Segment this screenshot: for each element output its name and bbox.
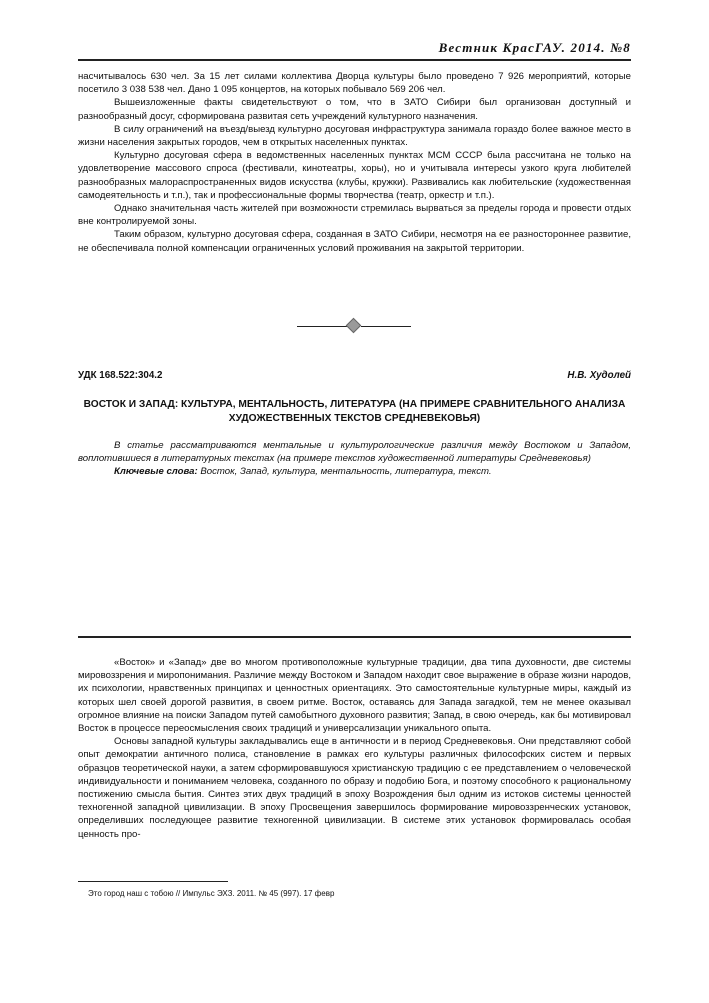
divider-line-left bbox=[297, 326, 347, 327]
footnote-rule bbox=[78, 881, 228, 882]
section-divider bbox=[297, 320, 411, 332]
keywords-label: Ключевые слова: bbox=[114, 466, 198, 478]
header-rule bbox=[78, 59, 631, 61]
udk-code: УДК 168.522:304.2 bbox=[78, 370, 163, 381]
keywords-list: Восток, Запад, культура, ментальность, литература, текст. bbox=[197, 466, 492, 478]
divider-line-right bbox=[361, 326, 411, 327]
article-abstract bbox=[78, 439, 631, 479]
paragraph: В силу ограничений на въезд/выезд культурно досуговая инфраструктура занимала гораздо более важное место в жизни населения закрытых городов, чем в открытых населенных пунктах. bbox=[78, 123, 631, 149]
paragraph: Таким образом, культурно досуговая сфера, созданная в ЗАТО Сибири, несмотря на ее разностороннее развитие, не обеспечивала полной компенсации ограниченных условий проживания на закрытой территории. bbox=[78, 229, 631, 254]
paragraph: «Восток» и «Запад» две во многом противоположные культурные традиции, два типа духовности, две системы мировоззрения и миропонимания. Различие между Востоком и Западом находит свое выражение в образе жизни народов, их психологии, нравственных принципах и ценностных ориентациях. Это самостоятельные культурные миры, каждый из которых шел своей дорогой развития, в своем ритме. Восток, оставаясь для Запада загадкой, тем не менее оказывал огромное влияние на поиски Западом путей самобытного духовного развития; Запад, в свою очередь, как бы мотивировал Восток в процессе переосмысления своих традиций и универсализации уникального опыта. bbox=[78, 657, 631, 735]
diamond-ornament-icon bbox=[346, 318, 362, 334]
paragraph: насчитывалось 630 чел. За 15 лет силами коллектива Дворца культуры было проведено 7 926 мероприятий, которые посетило 3 038 538 чел. Дано 1 095 концертов, на которых побывало 569 206 чел. bbox=[78, 71, 631, 96]
column-separator-rule bbox=[78, 636, 631, 638]
paragraph: Однако значительная часть жителей при возможности стремилась вырваться за пределы города и провести отдых вне контролируемой зоны. bbox=[78, 203, 631, 228]
running-header bbox=[78, 40, 631, 62]
article-author: Н.В. Худолей bbox=[567, 370, 631, 381]
journal-title: Вестник КрасГАУ. 2014. №8 bbox=[438, 40, 631, 55]
keywords-line bbox=[78, 465, 631, 478]
abstract-text: В статье рассматриваются ментальные и культурологические различия между Востоком и Западом, воплотившиеся в литературных текстах (на примере текстов художественной литературы Средневековья) bbox=[78, 440, 631, 465]
article-body bbox=[78, 656, 631, 841]
paragraph: Культурно досуговая сфера в ведомственных населенных пунктах МСМ СССР была рассчитана не только на удовлетворение массового спроса (фестивали, кинотеатры, хоры), но и учитывала интересы узкого круга любителей разнообразных малораспространенных видов искусства (клубы, кружки). Развивались как любительские (художественная самодеятельность и т.п.), так и профессиональные формы творчества (театр, оркестр и т.п.). bbox=[78, 150, 631, 201]
paragraph: Вышеизложенные факты свидетельствуют о том, что в ЗАТО Сибири был организован доступный и разнообразный досуг, сформирована развитая сеть учреждений культурного назначения. bbox=[78, 97, 631, 122]
article-title: ВОСТОК И ЗАПАД: КУЛЬТУРА, МЕНТАЛЬНОСТЬ, ЛИТЕРАТУРА (НА ПРИМЕРЕ СРАВНИТЕЛЬНОГО АНАЛИЗА ХУДОЖЕСТВЕННЫХ ТЕКСТОВ СРЕДНЕВЕКОВЬЯ) bbox=[83, 399, 626, 424]
previous-article-ending bbox=[78, 70, 631, 255]
paragraph: Основы западной культуры закладывались еще в античности и в период Средневековья. Они представляют собой опыт демократии античного полиса, становление в рамках его культуры различных философских систем и первых образцов теоретической науки, а затем сформировавшуюся христианскую традицию с ее представлением о человеческой индивидуальности и пониманием человека, созданного по образу и подобию Бога, и поэтому способного к рациональному постижению смысла бытия. Синтез этих двух традиций в эпоху Возрождения был одним из истоков системы ценностей техногенной западной цивилизации. В эпоху Просвещения завершилось формирование мировоззренческих установок, определивших последующее развитие техногенной цивилизации. В системе этих установок формировалась особая ценность про- bbox=[78, 736, 631, 840]
footnote: Это город наш с тобою // Импульс ЭХЗ. 2011. № 45 (997). 17 февр bbox=[88, 889, 335, 898]
